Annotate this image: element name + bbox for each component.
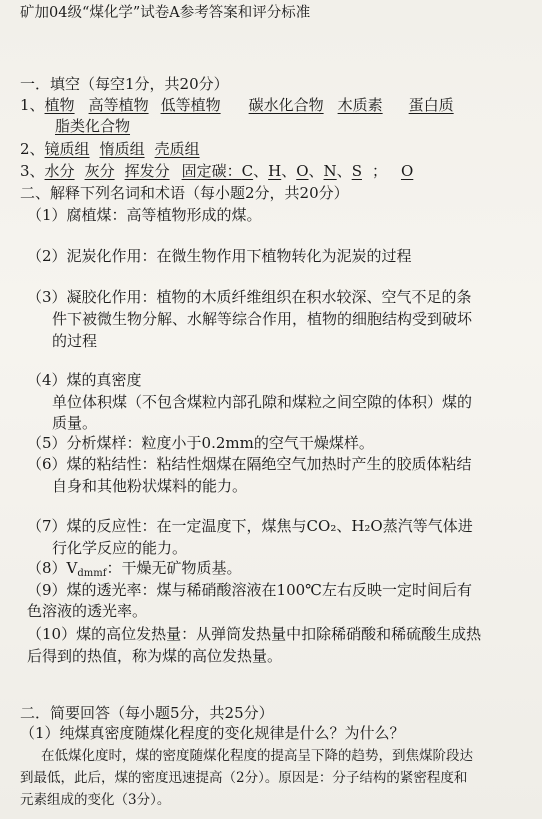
- section1-heading: 一．填空（每空1分，共20分）: [20, 75, 229, 93]
- answer-blank: 灰分: [84, 162, 115, 180]
- term-8-subscript: dmmf: [77, 568, 107, 579]
- term-6-cont: 自身和其他粉状煤料的能力。: [52, 477, 248, 495]
- answer-blank: 惰质组: [99, 140, 145, 158]
- section3-heading: 二．简要回答（每小题5分，共25分）: [20, 704, 274, 722]
- answer-1-line: 到最低，此后，煤的密度迅速提高（2分）。原因是：分子结构的紧密程度和: [20, 770, 468, 786]
- page-title: 矿加04级“煤化学”试卷A参考答案和评分标准: [20, 5, 311, 21]
- separator: ；: [371, 162, 387, 180]
- term-1: （1）腐植煤：高等植物形成的煤。: [27, 206, 262, 224]
- answer-1-line: 在低煤化度时，煤的密度随煤化程度的提高呈下降的趋势，到焦煤阶段达: [41, 748, 473, 764]
- answer-blank: 脂类化合物: [55, 117, 131, 135]
- fill-line-1: [20, 95, 454, 115]
- answer-blank: 碳水化合物: [248, 96, 324, 114]
- answer-blank: C: [241, 162, 254, 180]
- answer-blank: 壳质组: [154, 140, 200, 158]
- term-3-cont: 的过程: [52, 332, 98, 350]
- term-9: （9）煤的透光率：煤与稀硝酸溶液在100℃左右反映一定时间后有: [27, 581, 472, 599]
- fill-line-3: [20, 161, 413, 181]
- answer-blank: 水分: [44, 162, 75, 180]
- answer-blank: O: [400, 162, 414, 180]
- term-7: （7）煤的反应性：在一定温度下，煤焦与CO₂、H₂O蒸汽等气体进: [27, 517, 473, 535]
- term-7-cont: 行化学反应的能力。: [52, 539, 188, 557]
- term-9-cont: 色溶液的透光率。: [27, 602, 148, 620]
- fill-line-1b: [55, 116, 130, 136]
- term-8-text: ：干燥无矿物质基。: [106, 559, 242, 577]
- separator: 、: [253, 162, 269, 180]
- answer-blank: 植物: [44, 96, 75, 114]
- term-4: （4）煤的真密度: [27, 371, 142, 389]
- answer-blank: 镜质组: [44, 140, 90, 158]
- term-6: （6）煤的粘结性：粘结性烟煤在隔绝空气加热时产生的胶质体粘结: [27, 455, 472, 473]
- term-8-symbol: （8）V: [27, 559, 78, 577]
- answer-1-line: 元素组成的变化（3分）。: [20, 792, 171, 808]
- term-10-cont: 后得到的热值，称为煤的高位发热量。: [27, 647, 283, 665]
- fill-num: 1、: [20, 96, 45, 114]
- term-2: （2）泥炭化作用：在微生物作用下植物转化为泥炭的过程: [27, 247, 412, 265]
- term-10: （10）煤的高位发热量：从弹筒发热量中扣除稀硝酸和稀硫酸生成热: [27, 625, 482, 643]
- separator: 、: [308, 162, 324, 180]
- answer-blank: 高等植物: [88, 96, 149, 114]
- question-1: （1）纯煤真密度随煤化程度的变化规律是什么？为什么？: [20, 724, 405, 742]
- section2-heading: 二、解释下列名词和术语（每小题2分，共20分）: [20, 184, 349, 202]
- separator: 、: [336, 162, 352, 180]
- answer-blank: H: [268, 162, 282, 180]
- term-3-cont: 件下被微生物分解、水解等综合作用，植物的细胞结构受到破坏: [52, 310, 473, 328]
- answer-blank: 固定碳：: [181, 162, 242, 180]
- separator: 、: [281, 162, 297, 180]
- answer-blank: N: [323, 162, 337, 180]
- fill-line-2: [20, 139, 200, 159]
- answer-blank: 木质素: [337, 96, 383, 114]
- fill-num: 2、: [20, 140, 45, 158]
- answer-blank: 蛋白质: [408, 96, 454, 114]
- answer-blank: O: [296, 162, 309, 180]
- term-3: （3）凝胶化作用：植物的木质纤维组织在积水较深、空气不足的条: [27, 288, 472, 306]
- answer-blank: S: [351, 162, 362, 180]
- term-4-cont: 质量。: [52, 414, 98, 432]
- term-5: （5）分析煤样：粒度小于0.2mm的空气干燥煤样。: [27, 434, 374, 452]
- answer-blank: 低等植物: [160, 96, 221, 114]
- term-4-cont: 单位体积煤（不包含煤粒内部孔隙和煤粒之间空隙的体积）煤的: [52, 393, 473, 411]
- answer-blank: 挥发分: [124, 162, 170, 180]
- fill-num: 3、: [20, 162, 45, 180]
